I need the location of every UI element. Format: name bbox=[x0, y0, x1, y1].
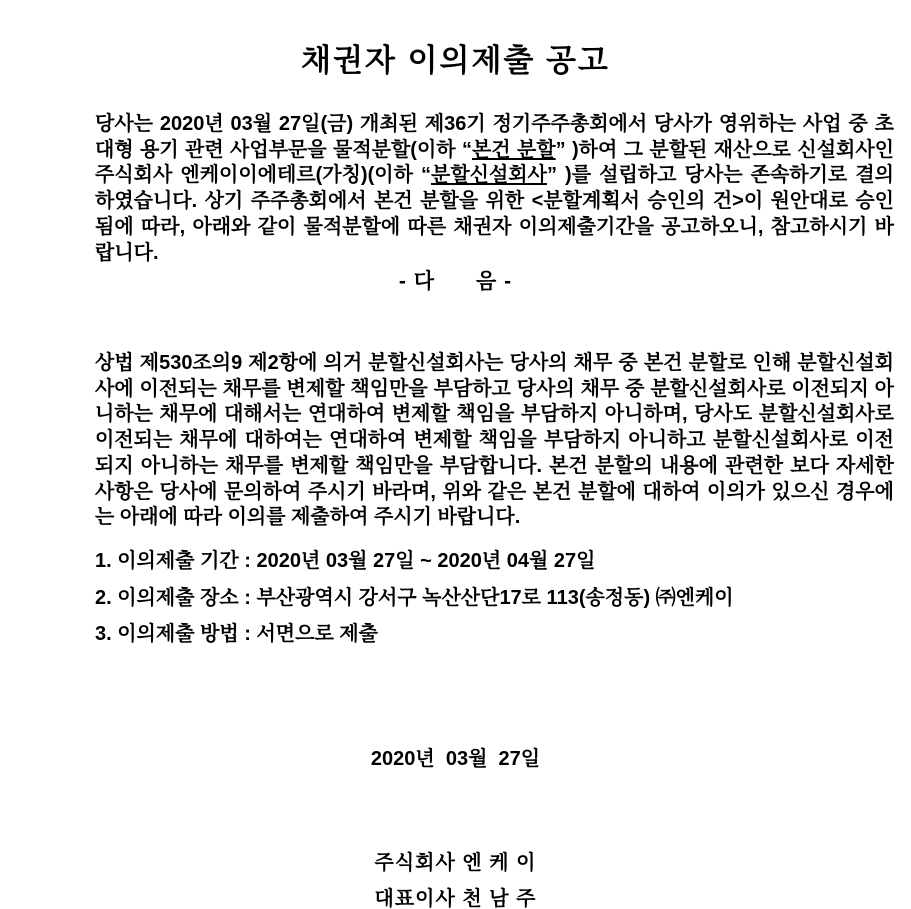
notice-date: 2020년 03월 27일 bbox=[370, 748, 541, 770]
objection-item-place: 2. 이의제출 장소 : 부산광역시 강서구 녹산산단17로 113(송정동) ㈜엔케이 bbox=[95, 586, 734, 609]
company-name: 주식회사 엔 케 이 bbox=[374, 852, 537, 874]
underlined-term: 본건 분할 bbox=[471, 138, 556, 161]
intro-paragraph bbox=[95, 112, 894, 266]
objection-item-method: 3. 이의제출 방법 : 서면으로 제출 bbox=[95, 623, 378, 645]
ceo-signature: 대표이사 천 남 주 bbox=[374, 888, 537, 909]
document-title: 채권자 이의제출 공고 bbox=[301, 42, 610, 78]
legal-liability-paragraph: 상법 제530조의9 제2항에 의거 분할신설회사는 당사의 채무 중 본건 분할로 인해 분할신설회사에 이전되는 채무를 변제할 책임만을 부담하고 당사의 채무 중 분할신설회사로 이전되지 아니하는 채무에 대해서는 연대하여 변제할 책임을 부담하지 아니하며, 당사도 분할신설회사로 이전되는 채무에 대하여는 연대하여 변제할 책임을 부담하지 아니하고 분할신설회사로 이전되지 아니하는 채무를 변제할 책임만을 부담합니다. 본건 분할의 내용에 관련한 보다 자세한 사항은 당사에 문의하여 주시기 바라며, 위와 같은 본건 분할에 대하여 이의가 있으신 경우에는 아래에 따라 이의를 제출하여 주시기 바랍니다. bbox=[95, 352, 894, 529]
text-segment: 당사는 2020년 03월 27일(금) 개최된 제36기 정기주주총회에서 당사가 영위하는 사업 중 초대형 용기 관련 사업부문을 물적분할(이하 “ bbox=[95, 113, 894, 161]
section-divider: - 다 음 - bbox=[398, 270, 513, 293]
text-segment: ” )하여 그 분할된 재산으로 신설회사인 주식회사 엔케이이에테르(가칭)(이하 “ bbox=[95, 138, 894, 187]
objection-details-list bbox=[95, 551, 894, 661]
underlined-term: 분할신설회사 bbox=[431, 164, 547, 187]
objection-item-period: 1. 이의제출 기간 : 2020년 03월 27일 ~ 2020년 04월 27일 bbox=[95, 550, 596, 572]
text-segment: ” )를 설립하고 당사는 존속하기로 결의하였습니다. 상기 주주총회에서 본건 분할을 위한 <분할계획서 승인의 건>이 원안대로 승인됨에 따라, 아래와 같이 물적분할에 따른 채권자 이의제출기간을 공고하오니, 참고하시기 바랍니다. bbox=[95, 164, 894, 264]
